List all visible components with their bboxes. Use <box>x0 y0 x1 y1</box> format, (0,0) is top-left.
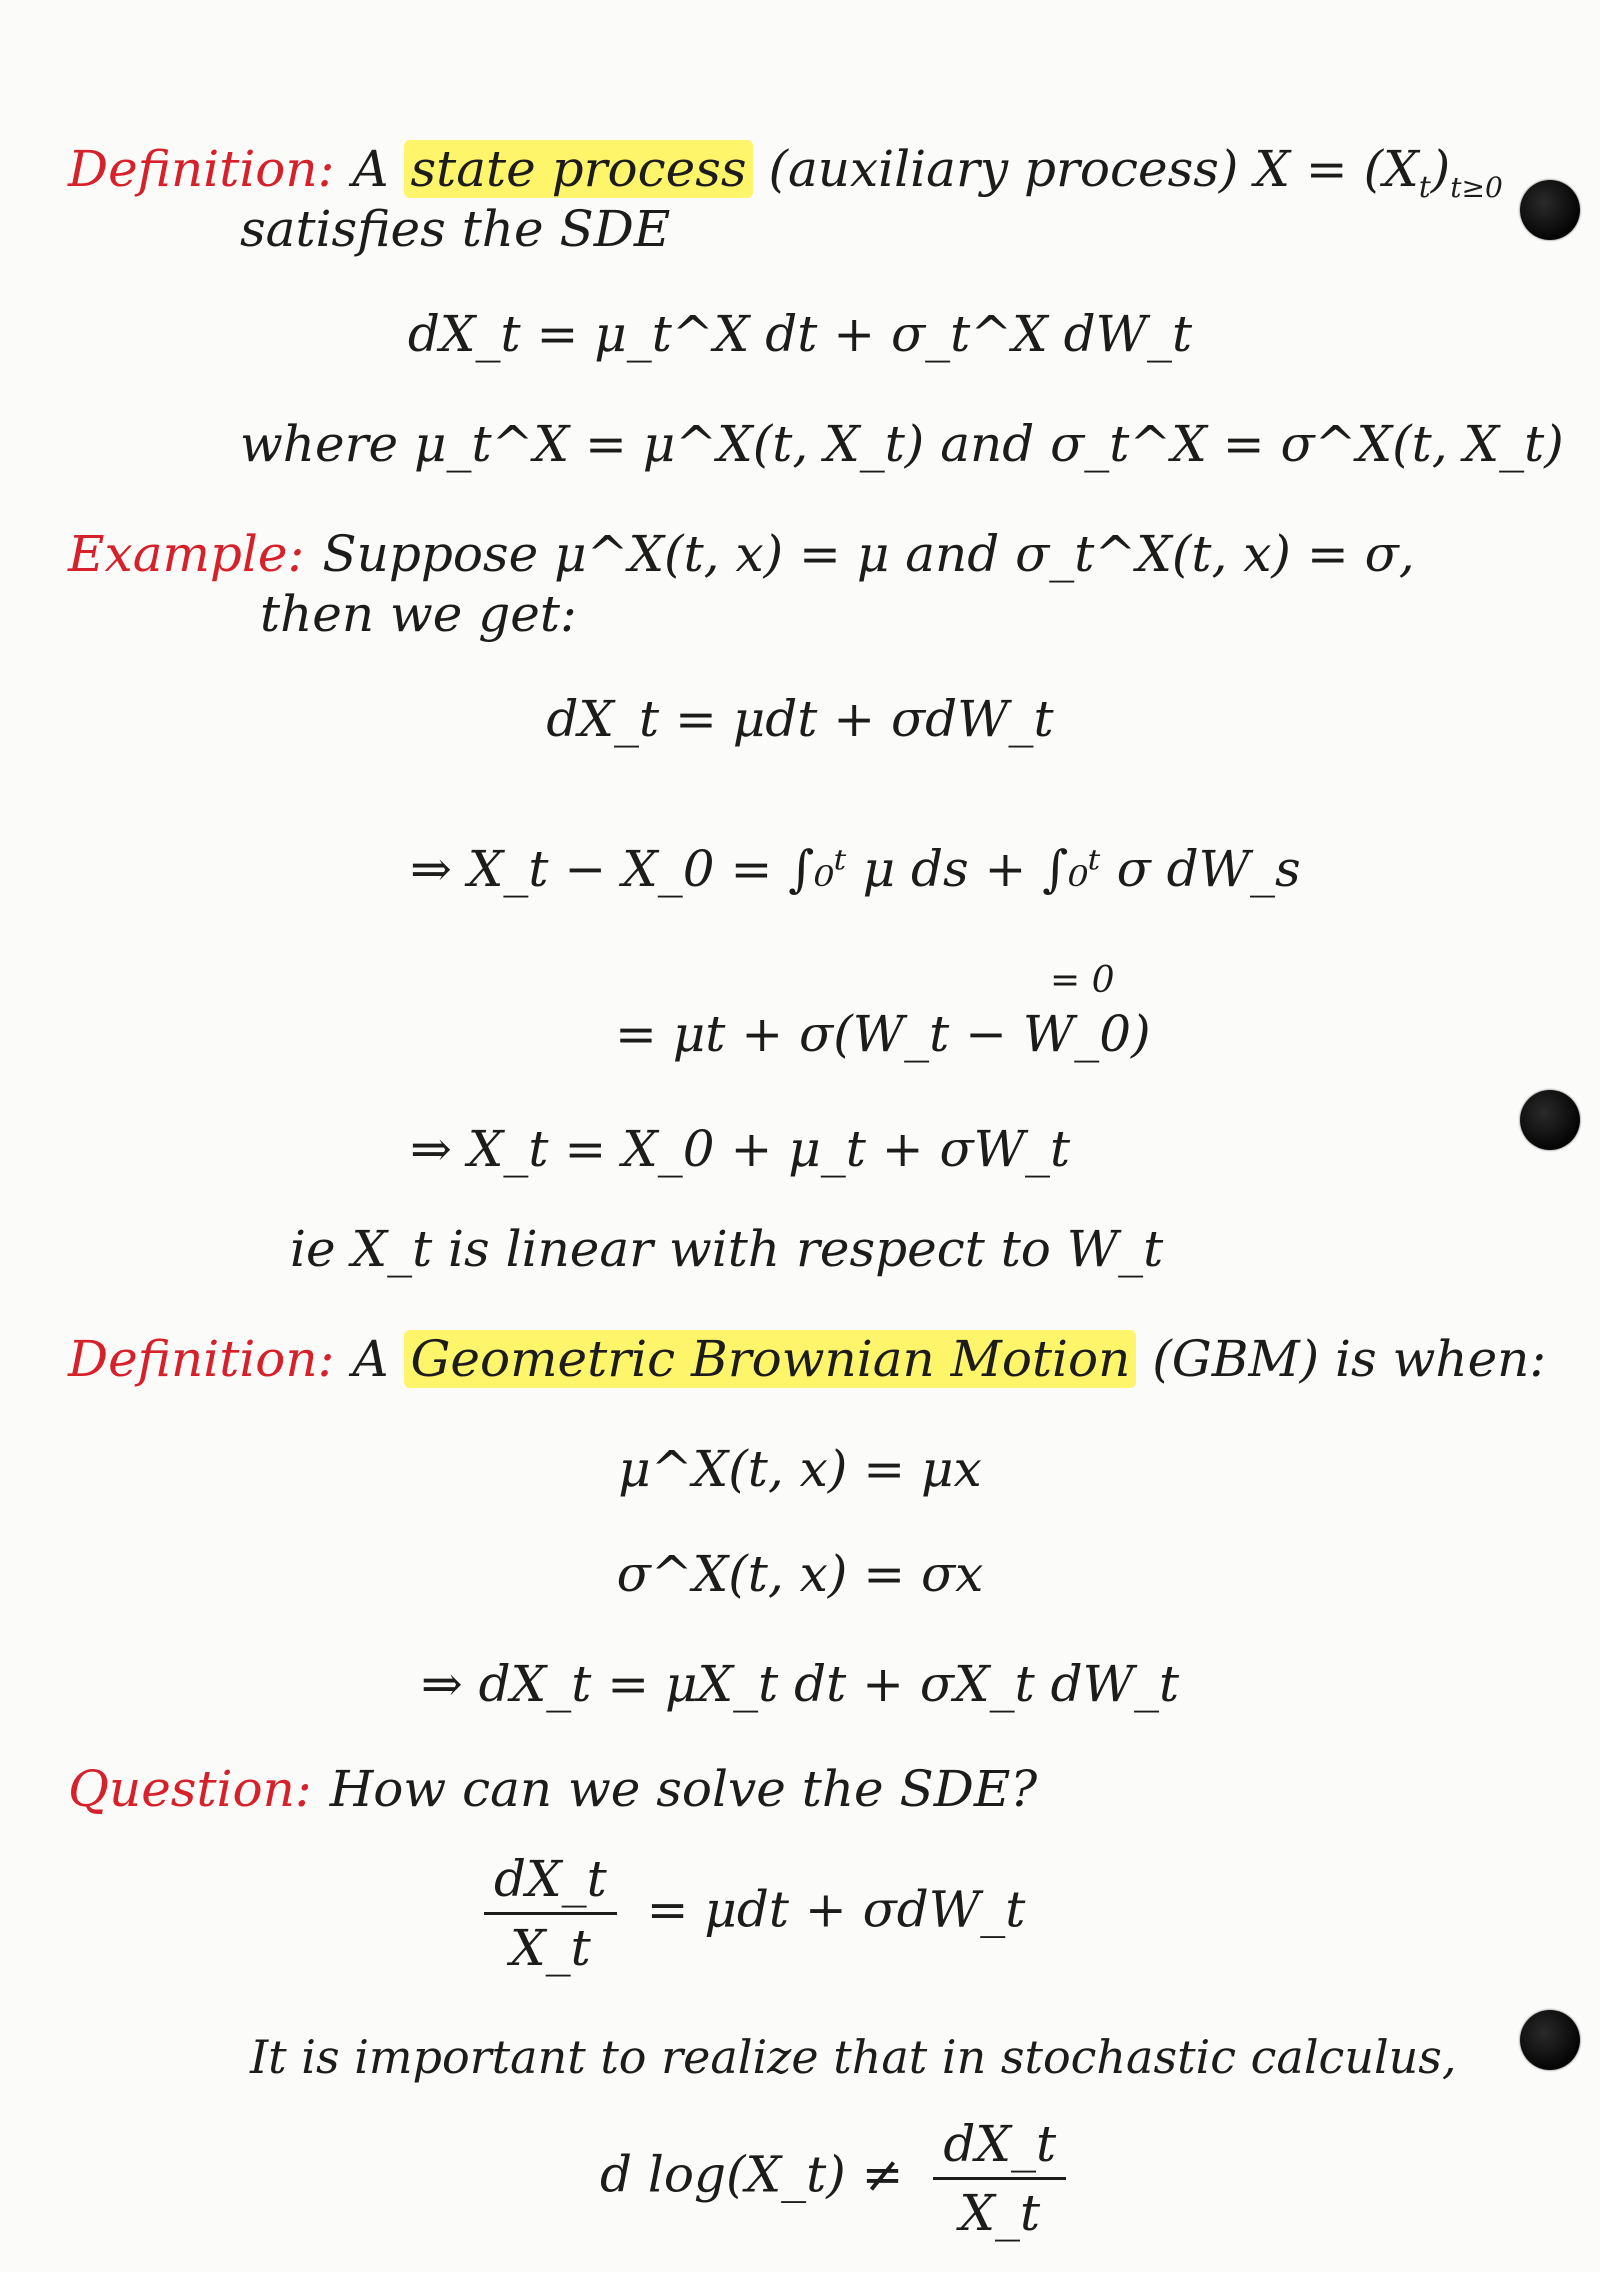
definition-subscript: t <box>1418 170 1431 205</box>
definition-gbm-text-b: (GBM) is when: <box>1152 1330 1547 1388</box>
example-text: Suppose μ^X(t, x) = μ and σ_t^X(t, x) = σ, <box>322 525 1415 583</box>
example-block <box>68 525 1415 583</box>
definition-text-b: (auxiliary process) X = (X <box>768 140 1419 198</box>
definition-text-close: ) <box>1430 140 1451 198</box>
question-text: How can we solve the SDE? <box>329 1760 1038 1818</box>
fraction-denominator: X_t <box>510 1919 591 1977</box>
definition-gbm <box>68 1330 1546 1388</box>
question-block <box>68 1760 1037 1818</box>
equation-solution: ⇒ X_t = X_0 + μ_t + σW_t <box>410 1120 1071 1178</box>
definition-condition: t≥0 <box>1450 171 1503 204</box>
definition-text-a: A <box>352 140 389 198</box>
fraction-dx-over-x-2 <box>933 2115 1066 2242</box>
highlight-gbm: Geometric Brownian Motion <box>404 1330 1136 1388</box>
fraction-numerator-2: dX_t <box>933 2115 1066 2180</box>
equation-integral-form: ⇒ X_t − X_0 = ∫₀ᵗ μ ds + ∫₀ᵗ σ dW_s <box>410 840 1301 898</box>
fraction-dx-over-x <box>484 1850 617 1977</box>
equation-log-inequality <box>600 2115 1080 2242</box>
equation-zero-note: = 0 <box>1050 960 1115 1001</box>
definition-state-process <box>68 140 1503 205</box>
equation-divided-sde <box>470 1850 1025 1977</box>
binder-hole-bottom <box>1520 2010 1580 2070</box>
equation-gbm-volatility: σ^X(t, x) = σx <box>616 1545 984 1603</box>
definition-gbm-label: Definition: <box>68 1330 335 1388</box>
fraction-denominator-2: X_t <box>959 2184 1041 2242</box>
equation-gbm-drift: μ^X(t, x) = μx <box>618 1440 982 1498</box>
equation-rhs: = μdt + σdW_t <box>646 1880 1026 1939</box>
binder-hole-middle <box>1520 1090 1580 1150</box>
important-remark: It is important to realize that in stochastic calculus, <box>250 2030 1457 2084</box>
example-label: Example: <box>68 525 305 583</box>
highlight-state-process: state process <box>404 140 752 198</box>
equation-sde: dX_t = μ_t^X dt + σ_t^X dW_t <box>407 305 1193 363</box>
example-line-2: then we get: <box>260 585 577 643</box>
fraction-numerator: dX_t <box>484 1850 617 1915</box>
question-label: Question: <box>68 1760 312 1818</box>
linear-remark: ie X_t is linear with respect to W_t <box>290 1220 1164 1278</box>
equation-solution-step: = μt + σ(W_t − W_0) <box>615 1005 1151 1063</box>
equation-gbm-sde: ⇒ dX_t = μX_t dt + σX_t dW_t <box>420 1655 1180 1713</box>
log-lhs: d log(X_t) ≠ <box>600 2145 904 2204</box>
equation-constant-coefficients: dX_t = μdt + σdW_t <box>546 690 1054 748</box>
definition-label: Definition: <box>68 140 335 198</box>
where-clause: where μ_t^X = μ^X(t, X_t) and σ_t^X = σ^X(t, X_t) <box>240 415 1564 473</box>
definition-line-2: satisfies the SDE <box>240 200 671 258</box>
definition-gbm-text-a: A <box>352 1330 389 1388</box>
binder-hole-top <box>1520 180 1580 240</box>
